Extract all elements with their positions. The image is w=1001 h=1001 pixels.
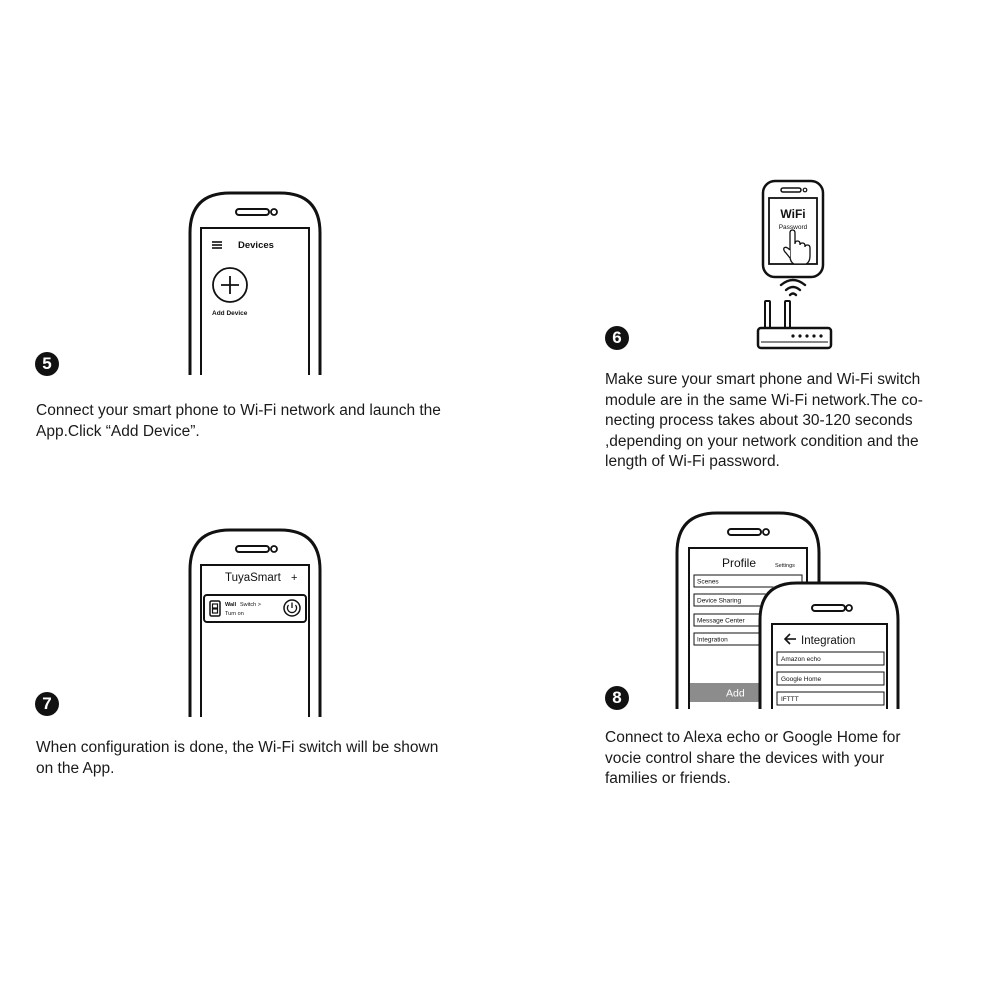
integration-item-google-home[interactable] (777, 672, 884, 685)
svg-text:IFTTT: IFTTT (781, 696, 799, 703)
add-plus-icon[interactable]: + (291, 572, 298, 584)
step-7-badge: 7 (35, 692, 59, 716)
add-device-button[interactable] (213, 268, 247, 302)
step-6-description: Make sure your smart phone and Wi-Fi switch module are in the same Wi-Fi network.The co- necting process takes about 30-120 seconds ,depending on your network condition and the length of Wi-Fi password. (605, 371, 923, 470)
wifi-signal-icon (776, 276, 810, 300)
integration-title: Integration (801, 635, 856, 647)
phone-tuyasmart-illustration (185, 525, 325, 718)
svg-text:Message Center: Message Center (697, 617, 745, 625)
power-icon[interactable] (284, 600, 300, 616)
profile-title: Profile (722, 556, 757, 570)
wall-switch-card[interactable] (204, 595, 306, 622)
device-name: Wall (225, 602, 237, 608)
tuyasmart-title: TuyaSmart (225, 572, 281, 584)
svg-text:Google Home: Google Home (781, 676, 822, 683)
step-5-description: Connect your smart phone to Wi-Fi network and launch the App.Click “Add Device”. (36, 402, 441, 440)
svg-text:Scenes: Scenes (697, 578, 719, 586)
svg-text:Device Sharing: Device Sharing (697, 597, 742, 605)
settings-link[interactable]: Settings (775, 563, 795, 569)
svg-text:Amazon echo: Amazon echo (781, 656, 821, 663)
step-6-badge: 6 (605, 326, 629, 350)
svg-text:Add: Add (726, 687, 745, 700)
device-switch-link[interactable]: Switch > (240, 602, 261, 608)
step-7-description: When configuration is done, the Wi-Fi switch will be shown on the App. (36, 739, 439, 777)
integration-item-ifttt[interactable] (777, 692, 884, 705)
wifi-label: WiFi (780, 207, 806, 221)
router-icon (755, 298, 835, 354)
devices-title: Devices (238, 240, 274, 251)
svg-text:Integration: Integration (697, 636, 728, 644)
menu-icon[interactable] (212, 242, 222, 248)
step-5-badge: 5 (35, 352, 59, 376)
phone-integration-illustration (755, 578, 905, 710)
step-8-description: Connect to Alexa echo or Google Home for vocie control share the devices with your families or friends. (605, 729, 901, 787)
phone-wifi-password-illustration (760, 178, 826, 280)
password-label: Password (778, 224, 808, 231)
integration-item-amazon-echo[interactable] (777, 652, 884, 665)
phone-add-device-illustration (185, 188, 325, 376)
add-device-label: Add Device (212, 310, 248, 317)
device-status: Turn on (225, 611, 244, 617)
step-8-badge: 8 (605, 686, 629, 710)
